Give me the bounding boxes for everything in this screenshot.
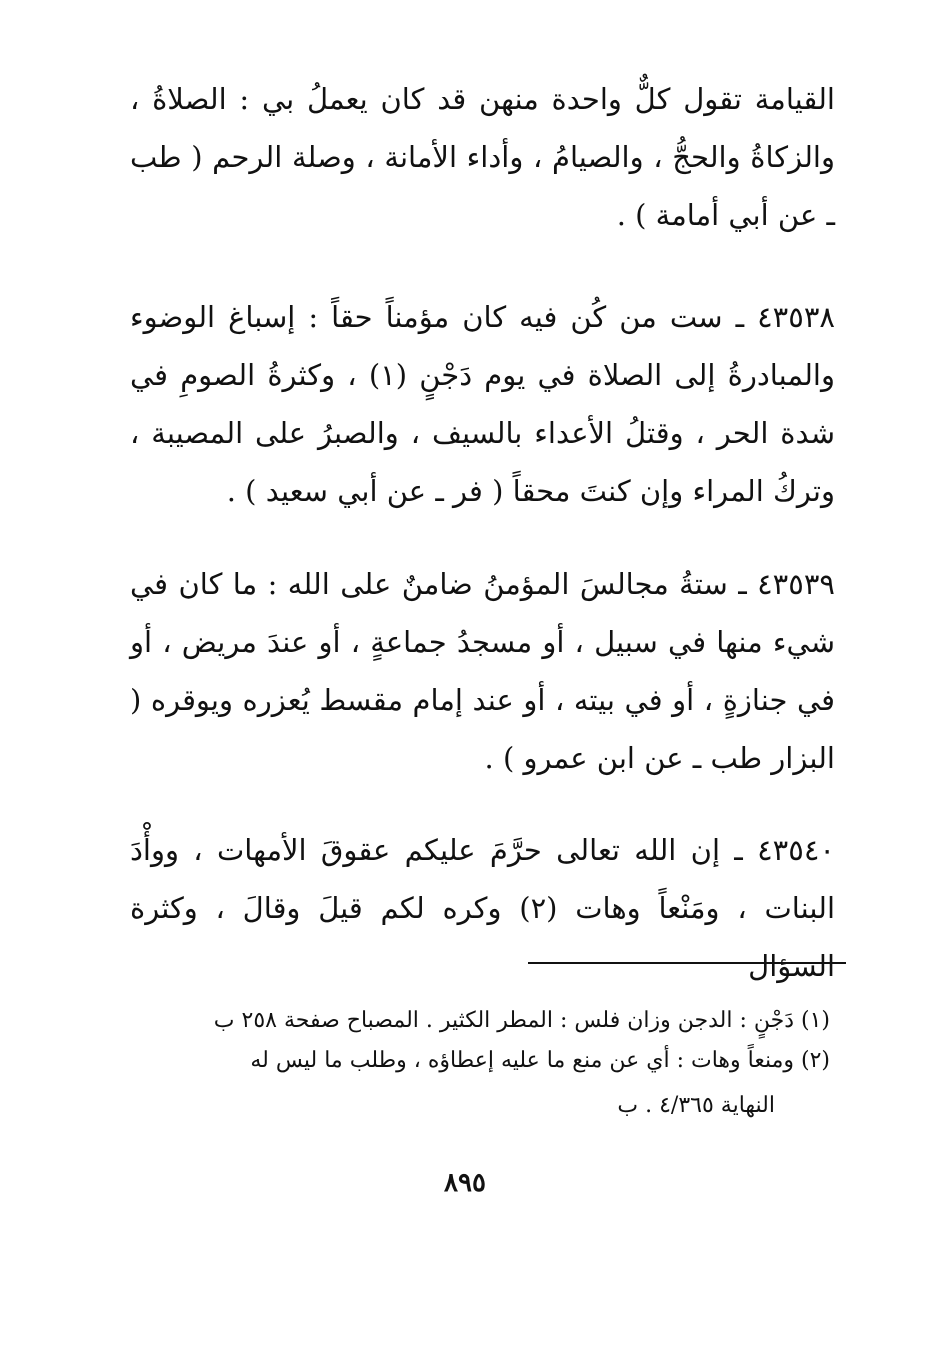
hadith-43540: ٤٣٥٤٠ ـ إن الله تعالى حرَّمَ عليكم عقوقَ الأمهات ، ووأْدَ البنات ، ومَنْعاً وهات (٢) وكره لكم قيلَ وقالَ ، وكثرة السؤال	[130, 833, 835, 983]
footnote-2: (٢) ومنعاً وهات : أي عن منع ما عليه إعطاؤه ، وطلب ما ليس له	[250, 1048, 830, 1073]
footnote-divider	[528, 962, 846, 964]
hadith-43539: ٤٣٥٣٩ ـ ستةُ مجالسَ المؤمنُ ضامنٌ على الله : ما كان في شيء منها في سبيل ، أو مسجدُ جماعةٍ ، أو عندَ مريض ، أو في جنازةٍ ، أو في بيته ، أو عند إمام مقسط يُعزره ويوقره ( البزار طب ـ عن ابن عمرو ) .	[130, 567, 835, 775]
page-number: ٨٩٥	[444, 1168, 486, 1198]
paragraph-continuation: القيامة تقول كلٌّ واحدة منهن قد كان يعملُ بي : الصلاةُ ، والزكاةُ والحجُّ ، والصيامُ ، وأداء الأمانة ، وصلة الرحم ( طب ـ عن أبي أمامة ) .	[130, 82, 835, 232]
footnote-2-continuation: النهاية ٤/٣٦٥ . ب	[617, 1093, 775, 1118]
footnote-1: (١) دَجْنٍ : الدجن وزان فلس : المطر الكثير . المصباح صفحة ٢٥٨ ب	[213, 1008, 830, 1033]
hadith-43538: ٤٣٥٣٨ ـ ست من كُن فيه كان مؤمناً حقاً : إسباغ الوضوء والمبادرةُ إلى الصلاة في يوم دَجْنٍ (١) ، وكثرةُ الصومِ في شدة الحر ، وقتلُ الأعداء بالسيف ، والصبرُ على المصيبة ، وتركُ المراء وإن كنتَ محقاً ( فر ـ عن أبي سعيد ) .	[130, 300, 835, 508]
